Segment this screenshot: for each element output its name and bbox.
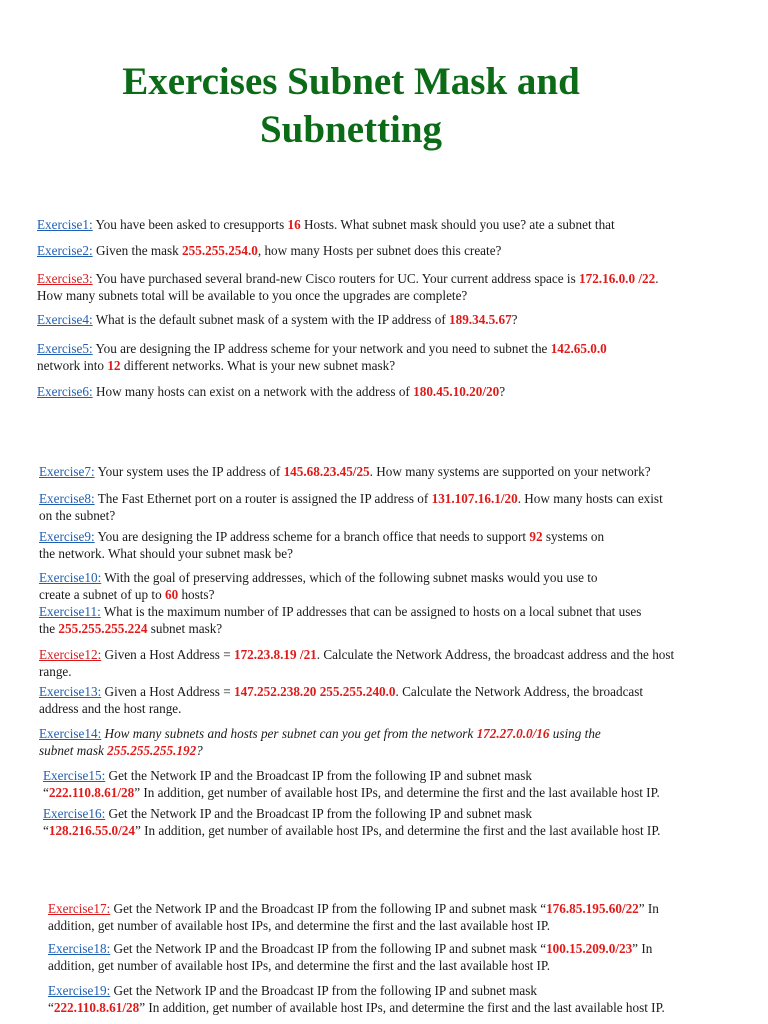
exercise-2 [37, 242, 501, 259]
exercise-17-label[interactable]: Exercise17: [48, 901, 111, 916]
exercise-4-value: 189.34.5.67 [449, 312, 512, 327]
exercise-18-line-2: addition, get number of available host IPs, and determine the first and the last available host IP. [48, 958, 551, 973]
exercise-6-value: 180.45.10.20/20 [413, 384, 500, 399]
exercise-12-value: 172.23.8.19 /21 [233, 647, 317, 662]
exercise-1 [37, 216, 615, 233]
exercise-18 [48, 940, 652, 974]
exercise-13-text: Given a Host Address = [101, 684, 234, 699]
exercise-4-label[interactable]: Exercise4: [37, 312, 93, 327]
exercise-17-line-2: addition, get number of available host IPs, and determine the first and the last available host IP. [48, 918, 551, 933]
exercise-16-text: Get the Network IP and the Broadcast IP from the following IP and subnet mask [105, 806, 532, 821]
exercise-2-text: Given the mask [92, 243, 183, 258]
exercise-2-text-2: , how many Hosts per subnet does this create? [257, 243, 502, 258]
exercise-17-value: 176.85.195.60/22 [546, 901, 639, 916]
exercise-9-text: You are designing the IP address scheme for a branch office that needs to support [94, 529, 530, 544]
exercise-16 [43, 805, 660, 839]
exercise-19-line-2a: “ [48, 1000, 54, 1015]
exercise-8 [39, 490, 663, 524]
exercise-6-label[interactable]: Exercise6: [37, 384, 93, 399]
exercise-10-label[interactable]: Exercise10: [39, 570, 102, 585]
exercise-3-line-2: How many subnets total will be available to you once the upgrades are complete? [37, 288, 468, 303]
exercise-9-label[interactable]: Exercise9: [39, 529, 95, 544]
exercise-8-label[interactable]: Exercise8: [39, 491, 95, 506]
exercise-14-value-2: 255.255.255.192 [107, 743, 197, 758]
exercise-18-label[interactable]: Exercise18: [48, 941, 111, 956]
exercise-2-label[interactable]: Exercise2: [37, 243, 93, 258]
exercise-17-text: Get the Network IP and the Broadcast IP from the following IP and subnet mask “ [110, 901, 547, 916]
exercise-12 [39, 646, 674, 680]
exercise-13-label[interactable]: Exercise13: [39, 684, 102, 699]
exercise-10-line-2b: hosts? [178, 587, 215, 602]
exercise-1-value: 16 [287, 217, 301, 232]
exercise-16-label[interactable]: Exercise16: [43, 806, 106, 821]
exercise-9-text-2: systems on [542, 529, 605, 544]
exercise-13-line-2: address and the host range. [39, 701, 182, 716]
title-line-2: Subnetting [259, 108, 443, 151]
exercise-8-text-2: . How many hosts can exist [517, 491, 663, 506]
exercise-16-line-2a: “ [43, 823, 49, 838]
exercise-11-text: What is the maximum number of IP addresses that can be assigned to hosts on a local subnet that uses [100, 604, 642, 619]
exercise-9-line-2: the network. What should your subnet mask be? [39, 546, 293, 561]
exercise-5-text: You are designing the IP address scheme for your network and you need to subnet the [92, 341, 551, 356]
exercise-8-line-2: on the subnet? [39, 508, 116, 523]
page-title [0, 58, 702, 154]
exercise-7 [39, 463, 651, 480]
exercise-7-label[interactable]: Exercise7: [39, 464, 95, 479]
exercise-3 [37, 270, 659, 304]
exercise-19-label[interactable]: Exercise19: [48, 983, 111, 998]
exercise-7-value: 145.68.23.45/25 [283, 464, 370, 479]
exercise-13-value: 147.252.238.20 255.255.240.0 [233, 684, 396, 699]
exercise-19-value: 222.110.8.61/28 [53, 1000, 140, 1015]
exercise-6-text-2: ? [499, 384, 506, 399]
exercise-13-text-2: . Calculate the Network Address, the broadcast [395, 684, 644, 699]
exercise-1-text: You have been asked to cresupports [92, 217, 288, 232]
exercise-18-value: 100.15.209.0/23 [546, 941, 633, 956]
exercise-6-text: How many hosts can exist on a network with the address of [92, 384, 414, 399]
exercise-11-line-2a: the [39, 621, 59, 636]
exercise-5-line-2b: different networks. What is your new subnet mask? [120, 358, 396, 373]
exercise-11-label[interactable]: Exercise11: [39, 604, 101, 619]
exercise-10-text: With the goal of preserving addresses, which of the following subnet masks would you use to [101, 570, 598, 585]
exercise-12-label[interactable]: Exercise12: [39, 647, 102, 662]
exercise-18-text: Get the Network IP and the Broadcast IP from the following IP and subnet mask “ [110, 941, 547, 956]
exercise-12-text-2: . Calculate the Network Address, the broadcast address and the host [316, 647, 675, 662]
exercise-11-line-2b: subnet mask? [147, 621, 223, 636]
exercise-19-line-2b: ” In addition, get number of available host IPs, and determine the first and the last available host IP. [139, 1000, 665, 1015]
exercise-8-text: The Fast Ethernet port on a router is assigned the IP address of [94, 491, 432, 506]
exercise-9 [39, 528, 604, 562]
title-line-1: Exercises Subnet Mask and [122, 60, 580, 103]
exercise-4 [37, 311, 518, 328]
exercise-12-text: Given a Host Address = [101, 647, 234, 662]
exercise-18-text-2: ” In [632, 941, 653, 956]
exercise-10-value: 60 [164, 587, 179, 602]
exercise-3-text-2: . [655, 271, 659, 286]
exercise-10-line-2a: create a subnet of up to [39, 587, 165, 602]
exercise-16-line-2b: ” In addition, get number of available host IPs, and determine the first and the last available host IP. [134, 823, 661, 838]
exercise-2-value: 255.255.254.0 [182, 243, 258, 258]
exercise-1-text-2: Hosts. What subnet mask should you use? ate a subnet that [300, 217, 615, 232]
exercise-5-value-2: 12 [107, 358, 121, 373]
exercise-15-value: 222.110.8.61/28 [48, 785, 135, 800]
exercise-4-text-2: ? [511, 312, 518, 327]
exercise-17-text-2: ” In [638, 901, 659, 916]
exercise-14-text: How many subnets and hosts per subnet can you get from the network [101, 726, 477, 741]
exercise-13 [39, 683, 643, 717]
exercise-14 [39, 725, 601, 759]
exercise-5 [37, 340, 607, 374]
exercise-14-value: 172.27.0.0/16 [476, 726, 550, 741]
exercise-11 [39, 603, 641, 637]
exercise-10 [39, 569, 598, 603]
exercise-16-value: 128.216.55.0/24 [48, 823, 135, 838]
exercise-15-text: Get the Network IP and the Broadcast IP from the following IP and subnet mask [105, 768, 532, 783]
exercise-1-label[interactable]: Exercise1: [37, 217, 93, 232]
exercise-7-text-2: . How many systems are supported on your network? [369, 464, 651, 479]
exercise-17 [48, 900, 659, 934]
exercise-15-label[interactable]: Exercise15: [43, 768, 106, 783]
exercise-7-text: Your system uses the IP address of [94, 464, 284, 479]
exercise-5-value: 142.65.0.0 [550, 341, 607, 356]
exercise-19 [48, 982, 665, 1016]
exercise-5-line-2a: network into [37, 358, 108, 373]
exercise-3-label[interactable]: Exercise3: [37, 271, 93, 286]
exercise-3-value: 172.16.0.0 /22 [579, 271, 656, 286]
exercise-4-text: What is the default subnet mask of a system with the IP address of [92, 312, 450, 327]
exercise-8-value: 131.107.16.1/20 [431, 491, 518, 506]
exercise-12-line-2: range. [39, 664, 72, 679]
exercise-14-line-2b: ? [196, 743, 203, 758]
exercise-14-text-2: using the [549, 726, 601, 741]
exercise-11-value: 255.255.255.224 [58, 621, 148, 636]
exercise-14-label[interactable]: Exercise14: [39, 726, 102, 741]
exercise-9-value: 92 [529, 529, 543, 544]
exercise-19-text: Get the Network IP and the Broadcast IP from the following IP and subnet mask [110, 983, 537, 998]
exercise-15 [43, 767, 660, 801]
exercise-5-label[interactable]: Exercise5: [37, 341, 93, 356]
exercise-15-line-2a: “ [43, 785, 49, 800]
exercise-15-line-2b: ” In addition, get number of available host IPs, and determine the first and the last available host IP. [134, 785, 660, 800]
exercise-14-line-2a: subnet mask [39, 743, 108, 758]
exercise-6 [37, 383, 505, 400]
exercise-3-text: You have purchased several brand-new Cisco routers for UC. Your current address space is [92, 271, 580, 286]
